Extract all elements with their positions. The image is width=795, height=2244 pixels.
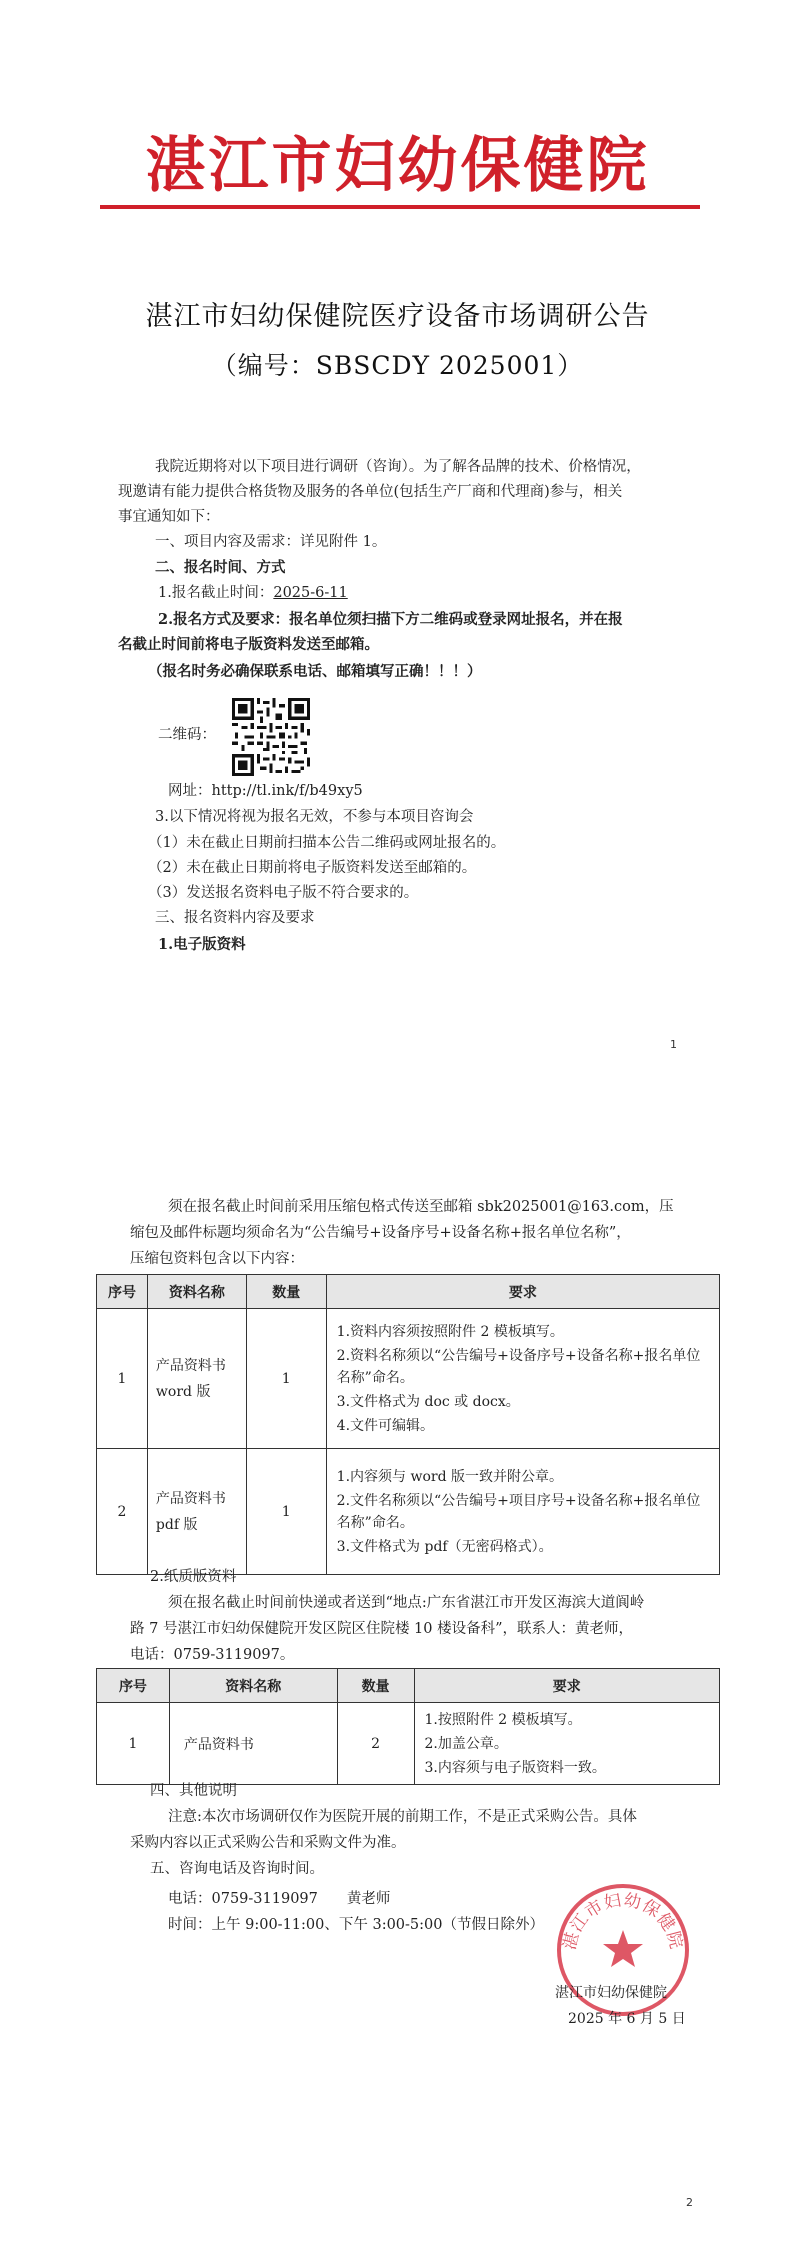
material-quantity: 1 bbox=[246, 1449, 326, 1575]
requirement-item: 1.资料内容须按照附件 2 模板填写。 bbox=[336, 1323, 564, 1340]
column-header: 资料名称 bbox=[169, 1669, 337, 1703]
signature-date: 2025 年 6 月 5 日 bbox=[568, 2011, 686, 2027]
note-line-1: 注意:本次市场调研仅作为医院开展的前期工作，不是正式采购公告。具体 bbox=[168, 1809, 637, 1825]
material-requirements bbox=[326, 1309, 719, 1449]
material-name: 产品资料书 bbox=[169, 1703, 337, 1785]
invalid-item-1: （1）未在截止日期前扫描本公告二维码或网址报名的。 bbox=[148, 835, 506, 851]
section-2-heading: 二、报名时间、方式 bbox=[155, 559, 286, 576]
qr-code-icon[interactable] bbox=[232, 698, 310, 776]
letterhead: 湛江市妇幼保健院 bbox=[145, 131, 650, 201]
notice-text: （报名时务必确保联系电话、邮箱填写正确！！！） bbox=[148, 663, 482, 680]
column-header: 资料名称 bbox=[147, 1275, 246, 1309]
column-header: 要求 bbox=[326, 1275, 719, 1309]
requirement-item: 3.文件格式为 doc 或 docx。 bbox=[336, 1393, 520, 1410]
table-header-row bbox=[97, 1275, 720, 1309]
method-line-2: 名截止时间前将电子版资料发送至邮箱。 bbox=[118, 636, 379, 653]
deadline-row bbox=[158, 582, 348, 605]
note-line-2: 采购内容以正式采购公告和采购文件为准。 bbox=[130, 1835, 406, 1851]
material-requirements bbox=[414, 1703, 720, 1785]
document-title: 湛江市妇幼保健院医疗设备市场调研公告 bbox=[145, 301, 650, 332]
letterhead-divider bbox=[100, 205, 700, 209]
paper-line-3: 电话：0759-3119097。 bbox=[130, 1647, 295, 1663]
qr-label: 二维码： bbox=[158, 727, 216, 743]
paper-line-2: 路 7 号湛江市妇幼保健院开发区院区住院楼 10 楼设备科”，联系人：黄老师， bbox=[130, 1621, 634, 1637]
method-line-1: 2.报名方式及要求：报名单位须扫描下方二维码或登录网址报名，并在报 bbox=[158, 611, 623, 628]
deadline-value: 2025-6-11 bbox=[273, 585, 348, 601]
column-header: 序号 bbox=[97, 1669, 170, 1703]
material-requirements bbox=[326, 1449, 719, 1575]
column-header: 数量 bbox=[337, 1669, 414, 1703]
page-number-2: 2 bbox=[686, 2196, 693, 2209]
invalid-item-3: （3）发送报名资料电子版不符合要求的。 bbox=[148, 885, 419, 901]
consult-hours: 时间：上午 9:00-11:00、下午 3:00-5:00（节假日除外） bbox=[168, 1917, 544, 1933]
email-line-3: 压缩包资料包含以下内容： bbox=[130, 1251, 304, 1267]
material-name: 产品资料书 word 版 bbox=[147, 1309, 246, 1449]
table-row bbox=[97, 1309, 720, 1449]
row-number: 2 bbox=[97, 1449, 148, 1575]
material-name: 产品资料书 pdf 版 bbox=[147, 1449, 246, 1575]
section-3-heading: 三、报名资料内容及要求 bbox=[155, 910, 315, 926]
deadline-label: 1.报名截止时间： bbox=[158, 585, 274, 601]
paper-heading: 2.纸质版资料 bbox=[150, 1569, 237, 1585]
material-quantity: 1 bbox=[246, 1309, 326, 1449]
material-quantity: 2 bbox=[337, 1703, 414, 1785]
seal-text: 湛江市妇幼保健院 bbox=[559, 1890, 687, 1952]
requirement-item: 2.加盖公章。 bbox=[424, 1735, 508, 1752]
electronic-materials-table bbox=[96, 1274, 720, 1575]
section-5-heading: 五、咨询电话及咨询时间。 bbox=[150, 1861, 324, 1877]
requirement-item: 3.文件格式为 pdf（无密码格式）。 bbox=[336, 1538, 553, 1555]
requirement-item: 4.文件可编辑。 bbox=[336, 1417, 435, 1434]
table-row bbox=[97, 1449, 720, 1575]
document-number: （编号：SBSCDY 2025001） bbox=[211, 351, 584, 380]
signup-url[interactable]: 网址：http://tl.ink/f/b49xy5 bbox=[168, 783, 363, 799]
section-1: 一、项目内容及需求：详见附件 1。 bbox=[155, 534, 387, 550]
column-header: 序号 bbox=[97, 1275, 148, 1309]
page-number-1: 1 bbox=[670, 1038, 677, 1051]
table-row bbox=[97, 1703, 720, 1785]
email-line-1 bbox=[168, 1196, 674, 1219]
requirement-item: 2.资料名称须以“公告编号+设备序号+设备名称+报名单位名称”命名。 bbox=[336, 1347, 701, 1386]
row-number: 1 bbox=[97, 1309, 148, 1449]
column-header: 要求 bbox=[414, 1669, 720, 1703]
requirement-item: 1.内容须与 word 版一致并附公章。 bbox=[336, 1468, 563, 1485]
row-number: 1 bbox=[97, 1703, 170, 1785]
signature-org: 湛江市妇幼保健院 bbox=[555, 1985, 667, 2001]
section-4-heading: 四、其他说明 bbox=[150, 1783, 237, 1799]
requirement-item: 1.按照附件 2 模板填写。 bbox=[424, 1711, 582, 1728]
electronic-heading: 1.电子版资料 bbox=[158, 936, 246, 953]
contact-phone: 电话：0759-3119097 黄老师 bbox=[168, 1891, 391, 1907]
paper-line-1: 须在报名截止时间前快递或者送到“地点:广东省湛江市开发区海滨大道阆岭 bbox=[168, 1595, 645, 1611]
column-header: 数量 bbox=[246, 1275, 326, 1309]
invalid-item-2: （2）未在截止日期前将电子版资料发送至邮箱的。 bbox=[148, 860, 477, 876]
requirement-item: 2.文件名称须以“公告编号+项目序号+设备名称+报名单位名称”命名。 bbox=[336, 1492, 701, 1531]
table-header-row bbox=[97, 1669, 720, 1703]
email-line-2: 缩包及邮件标题均须命名为“公告编号+设备序号+设备名称+报名单位名称”， bbox=[130, 1225, 631, 1241]
email-line-1-text: 须在报名截止时间前采用压缩包格式传送至邮箱 sbk2025001@163.com，压 bbox=[168, 1199, 674, 1215]
invalid-intro: 3.以下情况将视为报名无效，不参与本项目咨询会 bbox=[155, 809, 474, 825]
intro-line-1: 我院近期将对以下项目进行调研（咨询）。为了解各品牌的技术、价格情况， bbox=[155, 459, 641, 475]
intro-line-2: 现邀请有能力提供合格货物及服务的各单位(包括生产厂商和代理商)参与，相关 bbox=[118, 484, 623, 500]
intro-line-3: 事宜通知如下： bbox=[118, 509, 220, 525]
requirement-item: 3.内容须与电子版资料一致。 bbox=[424, 1759, 606, 1776]
paper-materials-table bbox=[96, 1668, 720, 1785]
